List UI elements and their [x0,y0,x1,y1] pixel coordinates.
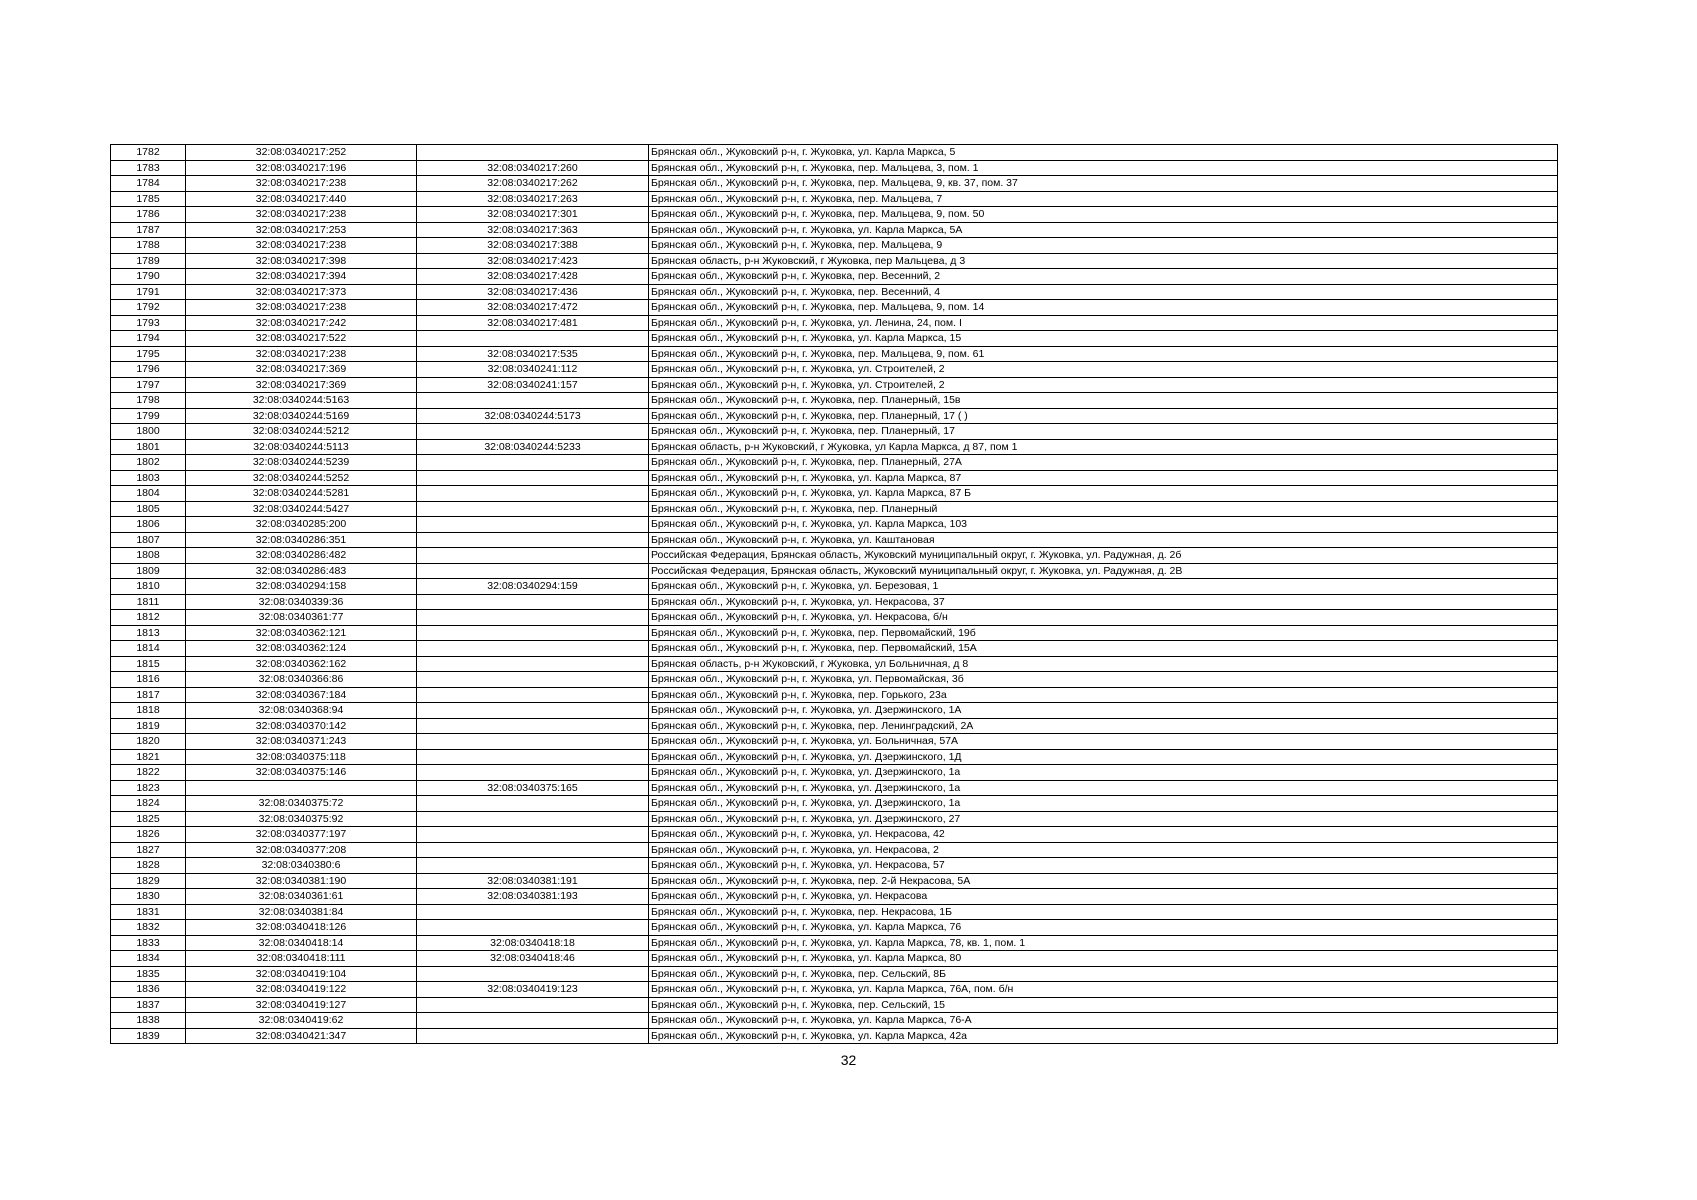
row-number-cell: 1824 [111,796,186,812]
related-cadastral-number-cell [417,749,649,765]
related-cadastral-number-cell [417,718,649,734]
address-cell: Брянская обл., Жуковский р-н, г. Жуковка, ул. Карла Маркса, 87 [649,470,1558,486]
address-cell: Брянская обл., Жуковский р-н, г. Жуковка, пер. Некрасова, 1Б [649,904,1558,920]
table-row [111,858,1558,874]
related-cadastral-number-cell: 32:08:0340217:301 [417,207,649,223]
address-cell: Брянская обл., Жуковский р-н, г. Жуковка, пер. Планерный, 15в [649,393,1558,409]
table-row [111,641,1558,657]
table-row [111,935,1558,951]
address-cell: Брянская обл., Жуковский р-н, г. Жуковка, ул. Карла Маркса, 42а [649,1028,1558,1044]
cadastral-number-cell: 32:08:0340362:121 [186,625,417,641]
address-cell: Брянская обл., Жуковский р-н, г. Жуковка, пер. Сельский, 8Б [649,966,1558,982]
row-number-cell: 1815 [111,656,186,672]
cadastral-number-cell: 32:08:0340244:5252 [186,470,417,486]
address-cell: Брянская обл., Жуковский р-н, г. Жуковка, пер. Мальцева, 9, пом. 61 [649,346,1558,362]
table-row [111,191,1558,207]
table-row [111,842,1558,858]
table-row [111,346,1558,362]
row-number-cell: 1805 [111,501,186,517]
row-number-cell: 1783 [111,160,186,176]
cadastral-number-cell: 32:08:0340286:351 [186,532,417,548]
address-cell: Брянская обл., Жуковский р-н, г. Жуковка, ул. Карла Маркса, 76-А [649,1013,1558,1029]
related-cadastral-number-cell [417,393,649,409]
table-row [111,455,1558,471]
row-number-cell: 1799 [111,408,186,424]
row-number-cell: 1792 [111,300,186,316]
address-cell: Брянская обл., Жуковский р-н, г. Жуковка, ул. Карла Маркса, 76 [649,920,1558,936]
related-cadastral-number-cell [417,703,649,719]
table-row [111,315,1558,331]
row-number-cell: 1791 [111,284,186,300]
cadastral-number-cell: 32:08:0340285:200 [186,517,417,533]
cadastral-number-cell: 32:08:0340371:243 [186,734,417,750]
row-number-cell: 1790 [111,269,186,285]
cadastral-number-cell: 32:08:0340217:252 [186,145,417,161]
table-row [111,284,1558,300]
address-cell: Брянская обл., Жуковский р-н, г. Жуковка, ул. Некрасова, 42 [649,827,1558,843]
row-number-cell: 1812 [111,610,186,626]
address-cell: Брянская обл., Жуковский р-н, г. Жуковка, ул. Дзержинского, 1а [649,780,1558,796]
address-cell: Российская Федерация, Брянская область, Жуковский муниципальный округ, г. Жуковка, ул. Радужная, д. 2В [649,563,1558,579]
page-number: 32 [840,1052,857,1068]
related-cadastral-number-cell: 32:08:0340244:5233 [417,439,649,455]
table-row [111,300,1558,316]
related-cadastral-number-cell: 32:08:0340217:263 [417,191,649,207]
address-cell: Брянская обл., Жуковский р-н, г. Жуковка, ул. Строителей, 2 [649,377,1558,393]
related-cadastral-number-cell: 32:08:0340217:428 [417,269,649,285]
address-cell: Брянская обл., Жуковский р-н, г. Жуковка, пер. Планерный, 17 ( ) [649,408,1558,424]
cadastral-number-cell: 32:08:0340419:62 [186,1013,417,1029]
address-cell: Брянская обл., Жуковский р-н, г. Жуковка, пер. Мальцева, 7 [649,191,1558,207]
cadastral-number-cell: 32:08:0340217:398 [186,253,417,269]
related-cadastral-number-cell [417,858,649,874]
cadastral-number-cell: 32:08:0340418:126 [186,920,417,936]
address-cell: Брянская обл., Жуковский р-н, г. Жуковка, ул. Дзержинского, 1а [649,796,1558,812]
address-cell: Брянская обл., Жуковский р-н, г. Жуковка, ул. Березовая, 1 [649,579,1558,595]
table-row [111,796,1558,812]
address-cell: Брянская область, р-н Жуковский, г Жуковка, пер Мальцева, д 3 [649,253,1558,269]
table-row [111,610,1558,626]
row-number-cell: 1828 [111,858,186,874]
row-number-cell: 1816 [111,672,186,688]
row-number-cell: 1823 [111,780,186,796]
address-cell: Брянская обл., Жуковский р-н, г. Жуковка, ул. Некрасова, 2 [649,842,1558,858]
related-cadastral-number-cell: 32:08:0340241:157 [417,377,649,393]
related-cadastral-number-cell: 32:08:0340375:165 [417,780,649,796]
table-row [111,176,1558,192]
table-row [111,362,1558,378]
row-number-cell: 1810 [111,579,186,595]
related-cadastral-number-cell [417,1013,649,1029]
row-number-cell: 1784 [111,176,186,192]
related-cadastral-number-cell: 32:08:0340381:191 [417,873,649,889]
cadastral-number-cell: 32:08:0340361:61 [186,889,417,905]
cadastral-number-cell: 32:08:0340217:394 [186,269,417,285]
table-row [111,827,1558,843]
table-row [111,393,1558,409]
cadastral-number-cell: 32:08:0340366:86 [186,672,417,688]
table-row [111,920,1558,936]
related-cadastral-number-cell: 32:08:0340294:159 [417,579,649,595]
row-number-cell: 1795 [111,346,186,362]
table-row [111,269,1558,285]
related-cadastral-number-cell [417,548,649,564]
address-cell: Брянская обл., Жуковский р-н, г. Жуковка, пер. Мальцева, 9, пом. 14 [649,300,1558,316]
table-row [111,563,1558,579]
address-cell: Брянская обл., Жуковский р-н, г. Жуковка, ул. Карла Маркса, 15 [649,331,1558,347]
row-number-cell: 1820 [111,734,186,750]
address-cell: Брянская обл., Жуковский р-н, г. Жуковка, ул. Некрасова, 57 [649,858,1558,874]
row-number-cell: 1831 [111,904,186,920]
row-number-cell: 1804 [111,486,186,502]
table-row [111,889,1558,905]
related-cadastral-number-cell: 32:08:0340418:18 [417,935,649,951]
table-row [111,982,1558,998]
row-number-cell: 1836 [111,982,186,998]
table-row [111,703,1558,719]
table-row [111,811,1558,827]
related-cadastral-number-cell [417,842,649,858]
cadastral-number-cell: 32:08:0340244:5169 [186,408,417,424]
address-cell: Брянская обл., Жуковский р-н, г. Жуковка, пер. Мальцева, 9, кв. 37, пом. 37 [649,176,1558,192]
cadastral-number-cell: 32:08:0340381:190 [186,873,417,889]
address-cell: Брянская обл., Жуковский р-н, г. Жуковка, ул. Карла Маркса, 5А [649,222,1558,238]
cadastral-number-cell: 32:08:0340367:184 [186,687,417,703]
related-cadastral-number-cell: 32:08:0340241:112 [417,362,649,378]
row-number-cell: 1800 [111,424,186,440]
address-cell: Брянская обл., Жуковский р-н, г. Жуковка, ул. Дзержинского, 1а [649,765,1558,781]
row-number-cell: 1837 [111,997,186,1013]
address-cell: Брянская обл., Жуковский р-н, г. Жуковка, ул. Дзержинского, 1Д [649,749,1558,765]
related-cadastral-number-cell: 32:08:0340217:481 [417,315,649,331]
row-number-cell: 1787 [111,222,186,238]
cadastral-number-cell: 32:08:0340217:522 [186,331,417,347]
related-cadastral-number-cell [417,687,649,703]
row-number-cell: 1796 [111,362,186,378]
related-cadastral-number-cell [417,656,649,672]
address-cell: Брянская обл., Жуковский р-н, г. Жуковка, ул. Дзержинского, 27 [649,811,1558,827]
row-number-cell: 1786 [111,207,186,223]
cadastral-number-cell: 32:08:0340244:5212 [186,424,417,440]
row-number-cell: 1801 [111,439,186,455]
address-cell: Брянская обл., Жуковский р-н, г. Жуковка, пер. Мальцева, 3, пом. 1 [649,160,1558,176]
table-row [111,765,1558,781]
row-number-cell: 1819 [111,718,186,734]
cadastral-number-cell: 32:08:0340381:84 [186,904,417,920]
table-row [111,951,1558,967]
table-row [111,501,1558,517]
table-row [111,517,1558,533]
table-row [111,656,1558,672]
address-cell: Брянская обл., Жуковский р-н, г. Жуковка, ул. Строителей, 2 [649,362,1558,378]
related-cadastral-number-cell [417,594,649,610]
related-cadastral-number-cell [417,920,649,936]
address-cell: Брянская обл., Жуковский р-н, г. Жуковка, ул. Ленина, 24, пом. I [649,315,1558,331]
related-cadastral-number-cell [417,641,649,657]
cadastral-number-cell: 32:08:0340286:482 [186,548,417,564]
related-cadastral-number-cell [417,532,649,548]
cadastral-number-cell: 32:08:0340217:253 [186,222,417,238]
table-row [111,718,1558,734]
cadastral-number-cell: 32:08:0340362:124 [186,641,417,657]
related-cadastral-number-cell: 32:08:0340217:535 [417,346,649,362]
cadastral-number-cell: 32:08:0340294:158 [186,579,417,595]
row-number-cell: 1814 [111,641,186,657]
cadastral-number-cell: 32:08:0340217:369 [186,362,417,378]
table-row [111,439,1558,455]
cadastral-number-cell: 32:08:0340370:142 [186,718,417,734]
table-row [111,780,1558,796]
related-cadastral-number-cell [417,424,649,440]
address-cell: Брянская обл., Жуковский р-н, г. Жуковка, ул. Некрасова, 37 [649,594,1558,610]
row-number-cell: 1811 [111,594,186,610]
cadastral-number-cell: 32:08:0340375:146 [186,765,417,781]
cadastral-number-cell: 32:08:0340217:238 [186,238,417,254]
cadastral-number-cell: 32:08:0340244:5427 [186,501,417,517]
row-number-cell: 1789 [111,253,186,269]
row-number-cell: 1794 [111,331,186,347]
table-row [111,734,1558,750]
cadastral-number-cell: 32:08:0340217:369 [186,377,417,393]
cadastral-number-cell: 32:08:0340217:196 [186,160,417,176]
row-number-cell: 1832 [111,920,186,936]
related-cadastral-number-cell [417,486,649,502]
address-cell: Брянская обл., Жуковский р-н, г. Жуковка, пер. 2-й Некрасова, 5А [649,873,1558,889]
address-cell: Брянская обл., Жуковский р-н, г. Жуковка, пер. Мальцева, 9 [649,238,1558,254]
table-row [111,222,1558,238]
address-cell: Брянская обл., Жуковский р-н, г. Жуковка, пер. Горького, 23а [649,687,1558,703]
related-cadastral-number-cell [417,470,649,486]
related-cadastral-number-cell [417,455,649,471]
address-cell: Российская Федерация, Брянская область, Жуковский муниципальный округ, г. Жуковка, ул. Радужная, д. 2б [649,548,1558,564]
address-cell: Брянская обл., Жуковский р-н, г. Жуковка, пер. Весенний, 2 [649,269,1558,285]
table-row [111,1028,1558,1044]
cadastral-number-cell: 32:08:0340217:238 [186,300,417,316]
row-number-cell: 1782 [111,145,186,161]
address-cell: Брянская область, р-н Жуковский, г Жуковка, ул Карла Маркса, д 87, пом 1 [649,439,1558,455]
cadastral-number-cell: 32:08:0340418:111 [186,951,417,967]
cadastral-number-cell: 32:08:0340419:127 [186,997,417,1013]
table-row [111,904,1558,920]
table-row [111,625,1558,641]
row-number-cell: 1785 [111,191,186,207]
row-number-cell: 1793 [111,315,186,331]
related-cadastral-number-cell [417,734,649,750]
related-cadastral-number-cell [417,811,649,827]
related-cadastral-number-cell: 32:08:0340217:472 [417,300,649,316]
address-cell: Брянская обл., Жуковский р-н, г. Жуковка, пер. Ленинградский, 2А [649,718,1558,734]
table-row [111,160,1558,176]
table-row [111,594,1558,610]
table-row [111,377,1558,393]
table-row [111,207,1558,223]
related-cadastral-number-cell [417,765,649,781]
table-row [111,424,1558,440]
row-number-cell: 1826 [111,827,186,843]
row-number-cell: 1798 [111,393,186,409]
table-row [111,486,1558,502]
row-number-cell: 1821 [111,749,186,765]
cadastral-number-cell: 32:08:0340286:483 [186,563,417,579]
row-number-cell: 1818 [111,703,186,719]
cadastral-number-cell [186,780,417,796]
address-cell: Брянская обл., Жуковский р-н, г. Жуковка, пер. Сельский, 15 [649,997,1558,1013]
address-cell: Брянская обл., Жуковский р-н, г. Жуковка, пер. Весенний, 4 [649,284,1558,300]
table-row [111,579,1558,595]
cadastral-number-cell: 32:08:0340375:72 [186,796,417,812]
row-number-cell: 1809 [111,563,186,579]
row-number-cell: 1817 [111,687,186,703]
address-cell: Брянская обл., Жуковский р-н, г. Жуковка, пер. Планерный, 27А [649,455,1558,471]
address-cell: Брянская обл., Жуковский р-н, г. Жуковка, ул. Карла Маркса, 78, кв. 1, пом. 1 [649,935,1558,951]
related-cadastral-number-cell [417,827,649,843]
related-cadastral-number-cell [417,501,649,517]
table-row [111,966,1558,982]
related-cadastral-number-cell [417,672,649,688]
cadastral-number-cell: 32:08:0340361:77 [186,610,417,626]
row-number-cell: 1788 [111,238,186,254]
table-row [111,672,1558,688]
related-cadastral-number-cell: 32:08:0340217:436 [417,284,649,300]
row-number-cell: 1834 [111,951,186,967]
row-number-cell: 1797 [111,377,186,393]
related-cadastral-number-cell [417,1028,649,1044]
related-cadastral-number-cell: 32:08:0340217:363 [417,222,649,238]
related-cadastral-number-cell [417,331,649,347]
address-cell: Брянская обл., Жуковский р-н, г. Жуковка, ул. Каштановая [649,532,1558,548]
row-number-cell: 1813 [111,625,186,641]
address-cell: Брянская обл., Жуковский р-н, г. Жуковка, ул. Карла Маркса, 103 [649,517,1558,533]
table-row [111,548,1558,564]
row-number-cell: 1808 [111,548,186,564]
address-cell: Брянская обл., Жуковский р-н, г. Жуковка, пер. Планерный [649,501,1558,517]
row-number-cell: 1827 [111,842,186,858]
related-cadastral-number-cell [417,625,649,641]
row-number-cell: 1830 [111,889,186,905]
cadastral-number-cell: 32:08:0340217:440 [186,191,417,207]
cadastral-number-cell: 32:08:0340419:104 [186,966,417,982]
cadastral-number-cell: 32:08:0340380:6 [186,858,417,874]
address-cell: Брянская обл., Жуковский р-н, г. Жуковка, пер. Первомайский, 15А [649,641,1558,657]
row-number-cell: 1838 [111,1013,186,1029]
cadastral-number-cell: 32:08:0340244:5281 [186,486,417,502]
row-number-cell: 1802 [111,455,186,471]
related-cadastral-number-cell [417,904,649,920]
cadastral-number-cell: 32:08:0340418:14 [186,935,417,951]
related-cadastral-number-cell [417,966,649,982]
row-number-cell: 1825 [111,811,186,827]
table-row [111,238,1558,254]
related-cadastral-number-cell [417,145,649,161]
address-cell: Брянская обл., Жуковский р-н, г. Жуковка, ул. Карла Маркса, 80 [649,951,1558,967]
table-row [111,532,1558,548]
address-cell: Брянская обл., Жуковский р-н, г. Жуковка, ул. Первомайская, 3б [649,672,1558,688]
table-row [111,749,1558,765]
related-cadastral-number-cell: 32:08:0340217:262 [417,176,649,192]
related-cadastral-number-cell: 32:08:0340419:123 [417,982,649,998]
row-number-cell: 1833 [111,935,186,951]
related-cadastral-number-cell [417,610,649,626]
row-number-cell: 1839 [111,1028,186,1044]
address-cell: Брянская обл., Жуковский р-н, г. Жуковка, ул. Больничная, 57А [649,734,1558,750]
row-number-cell: 1806 [111,517,186,533]
table-row [111,408,1558,424]
cadastral-number-cell: 32:08:0340244:5163 [186,393,417,409]
related-cadastral-number-cell [417,796,649,812]
cadastral-number-cell: 32:08:0340217:238 [186,207,417,223]
cadastral-number-cell: 32:08:0340377:197 [186,827,417,843]
address-cell: Брянская обл., Жуковский р-н, г. Жуковка, ул. Карла Маркса, 76А, пом. б/н [649,982,1558,998]
table-row [111,1013,1558,1029]
address-cell: Брянская обл., Жуковский р-н, г. Жуковка, пер. Мальцева, 9, пом. 50 [649,207,1558,223]
related-cadastral-number-cell: 32:08:0340418:46 [417,951,649,967]
table-row [111,253,1558,269]
address-cell: Брянская обл., Жуковский р-н, г. Жуковка, ул. Карла Маркса, 5 [649,145,1558,161]
related-cadastral-number-cell: 32:08:0340217:423 [417,253,649,269]
cadastral-number-cell: 32:08:0340419:122 [186,982,417,998]
cadastral-number-cell: 32:08:0340368:94 [186,703,417,719]
address-cell: Брянская обл., Жуковский р-н, г. Жуковка, ул. Некрасова, б/н [649,610,1558,626]
related-cadastral-number-cell: 32:08:0340217:260 [417,160,649,176]
address-cell: Брянская область, р-н Жуковский, г Жуковка, ул Больничная, д 8 [649,656,1558,672]
registry-table-body [111,145,1558,1044]
cadastral-number-cell: 32:08:0340217:242 [186,315,417,331]
address-cell: Брянская обл., Жуковский р-н, г. Жуковка, пер. Первомайский, 19б [649,625,1558,641]
address-cell: Брянская обл., Жуковский р-н, г. Жуковка, ул. Некрасова [649,889,1558,905]
related-cadastral-number-cell [417,997,649,1013]
row-number-cell: 1822 [111,765,186,781]
registry-table [110,144,1558,1044]
related-cadastral-number-cell [417,517,649,533]
cadastral-number-cell: 32:08:0340421:347 [186,1028,417,1044]
row-number-cell: 1829 [111,873,186,889]
table-row [111,687,1558,703]
cadastral-number-cell: 32:08:0340244:5113 [186,439,417,455]
cadastral-number-cell: 32:08:0340244:5239 [186,455,417,471]
cadastral-number-cell: 32:08:0340375:92 [186,811,417,827]
cadastral-number-cell: 32:08:0340362:162 [186,656,417,672]
cadastral-number-cell: 32:08:0340339:36 [186,594,417,610]
row-number-cell: 1803 [111,470,186,486]
address-cell: Брянская обл., Жуковский р-н, г. Жуковка, ул. Дзержинского, 1А [649,703,1558,719]
address-cell: Брянская обл., Жуковский р-н, г. Жуковка, ул. Карла Маркса, 87 Б [649,486,1558,502]
cadastral-number-cell: 32:08:0340217:238 [186,176,417,192]
table-row [111,470,1558,486]
cadastral-number-cell: 32:08:0340375:118 [186,749,417,765]
cadastral-number-cell: 32:08:0340377:208 [186,842,417,858]
table-row [111,331,1558,347]
related-cadastral-number-cell: 32:08:0340381:193 [417,889,649,905]
row-number-cell: 1807 [111,532,186,548]
row-number-cell: 1835 [111,966,186,982]
related-cadastral-number-cell: 32:08:0340217:388 [417,238,649,254]
cadastral-number-cell: 32:08:0340217:238 [186,346,417,362]
address-cell: Брянская обл., Жуковский р-н, г. Жуковка, пер. Планерный, 17 [649,424,1558,440]
table-row [111,145,1558,161]
table-row [111,997,1558,1013]
table-row [111,873,1558,889]
related-cadastral-number-cell [417,563,649,579]
cadastral-number-cell: 32:08:0340217:373 [186,284,417,300]
related-cadastral-number-cell: 32:08:0340244:5173 [417,408,649,424]
